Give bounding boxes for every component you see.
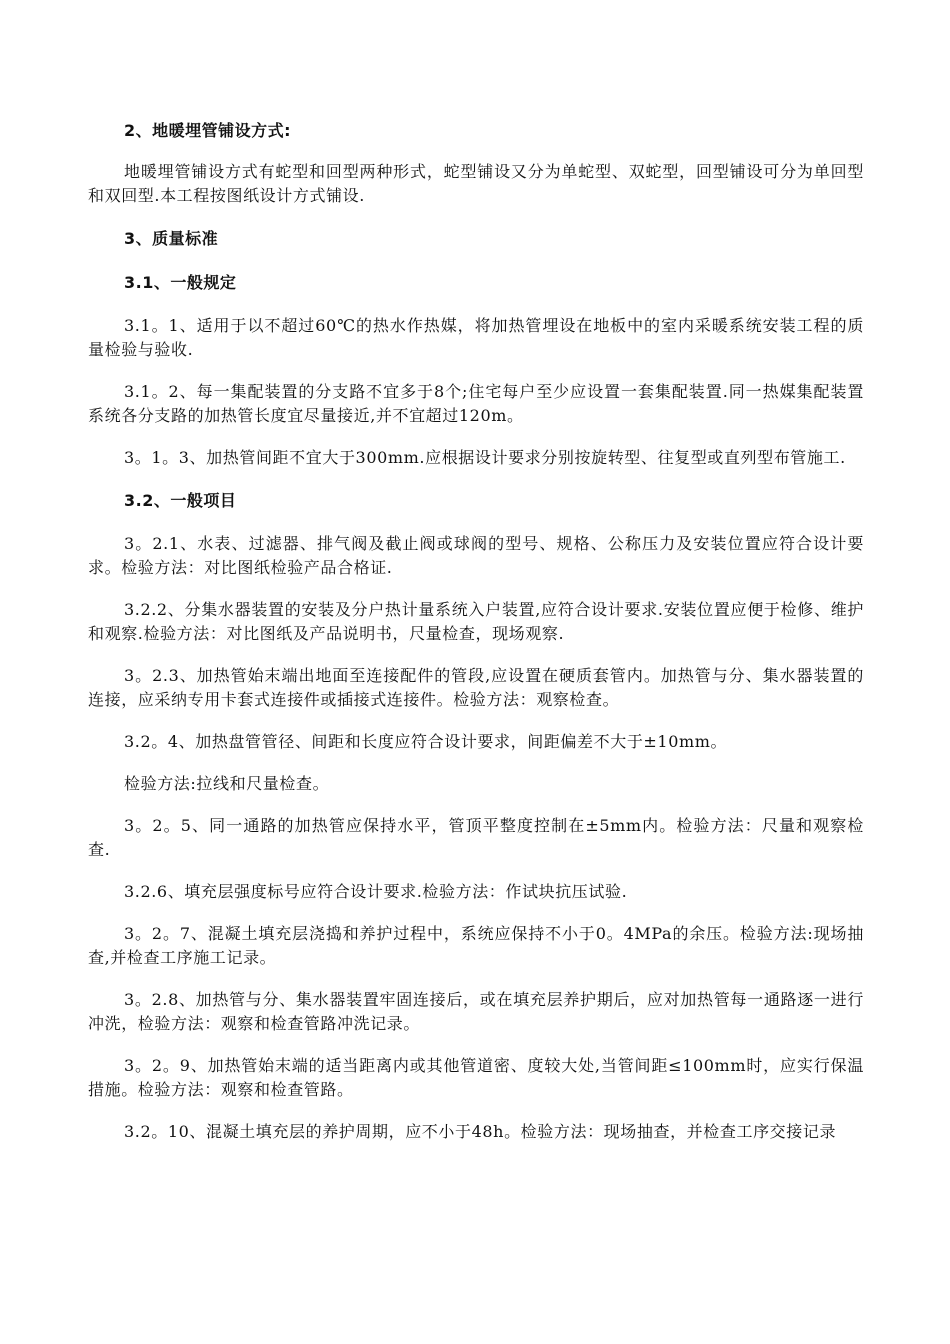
- paragraph-3-2-2: 3.2.2、分集水器装置的安装及分户热计量系统入户装置,应符合设计要求.安装位置应便于检修、维护和观察.检验方法：对比图纸及产品说明书，尺量检查，现场观察.: [88, 600, 864, 643]
- paragraph-3-2-8: 3。2.8、加热管与分、集水器装置牢固连接后，或在填充层养护期后，应对加热管每一通路逐一进行冲洗，检验方法：观察和检查管路冲洗记录。: [88, 990, 864, 1033]
- paragraph-3-2-7: 3。2。7、混凝土填充层浇捣和养护过程中，系统应保持不小于0。4MPa的余压。检验方法:现场抽查,并检查工序施工记录。: [88, 924, 864, 967]
- paragraph-3-2-4-method: 检验方法:拉线和尺量检查。: [124, 774, 330, 793]
- paragraph-3-2-3: 3。2.3、加热管始末端出地面至连接配件的管段,应设置在硬质套管内。加热管与分、集水器装置的连接，应采纳专用卡套式连接件或插接式连接件。检验方法：观察检查。: [88, 666, 864, 709]
- paragraph-3-2-4: 3.2。4、加热盘管管径、间距和长度应符合设计要求，间距偏差不大于±10mm。: [124, 732, 728, 751]
- paragraph-3-2-5: 3。2。5、同一通路的加热管应保持水平，管顶平整度控制在±5mm内。检验方法：尺量和观察检查.: [88, 816, 864, 859]
- section-heading-2: 2、地暖埋管铺设方式:: [124, 121, 292, 140]
- paragraph-layout: 地暖埋管铺设方式有蛇型和回型两种形式，蛇型铺设又分为单蛇型、双蛇型，回型铺设可分为单回型和双回型.本工程按图纸设计方式铺设.: [88, 162, 864, 205]
- paragraph-3-1-1: 3.1。1、适用于以不超过60℃的热水作热媒，将加热管埋设在地板中的室内采暖系统安装工程的质量检验与验收.: [88, 316, 864, 359]
- section-heading-3: 3、质量标准: [124, 229, 219, 248]
- document-page: [88, 118, 864, 1144]
- paragraph-3-1-2: 3.1。2、每一集配装置的分支路不宜多于8个;住宅每户至少应设置一套集配装置.同一热媒集配装置系统各分支路的加热管长度宜尽量接近,并不宜超过120m。: [88, 382, 864, 425]
- paragraph-3-2-6: 3.2.6、填充层强度标号应符合设计要求.检验方法：作试块抗压试验.: [124, 882, 628, 901]
- paragraph-3-2-9: 3。2。9、加热管始末端的适当距离内或其他管道密、度较大处,当管间距≤100mm时，应实行保温措施。检验方法：观察和检查管路。: [88, 1056, 864, 1099]
- paragraph-3-1-3: 3。1。3、加热管间距不宜大于300mm.应根据设计要求分别按旋转型、往复型或直列型布管施工.: [124, 448, 846, 467]
- paragraph-3-2-10: 3.2。10、混凝土填充层的养护周期，应不小于48h。检验方法：现场抽查，并检查工序交接记录: [124, 1122, 837, 1141]
- subsection-heading-3-2: 3.2、一般项目: [124, 491, 237, 510]
- subsection-heading-3-1: 3.1、一般规定: [124, 273, 237, 292]
- paragraph-3-2-1: 3。2.1、水表、过滤器、排气阀及截止阀或球阀的型号、规格、公称压力及安装位置应符合设计要求。检验方法：对比图纸检验产品合格证.: [88, 534, 864, 577]
